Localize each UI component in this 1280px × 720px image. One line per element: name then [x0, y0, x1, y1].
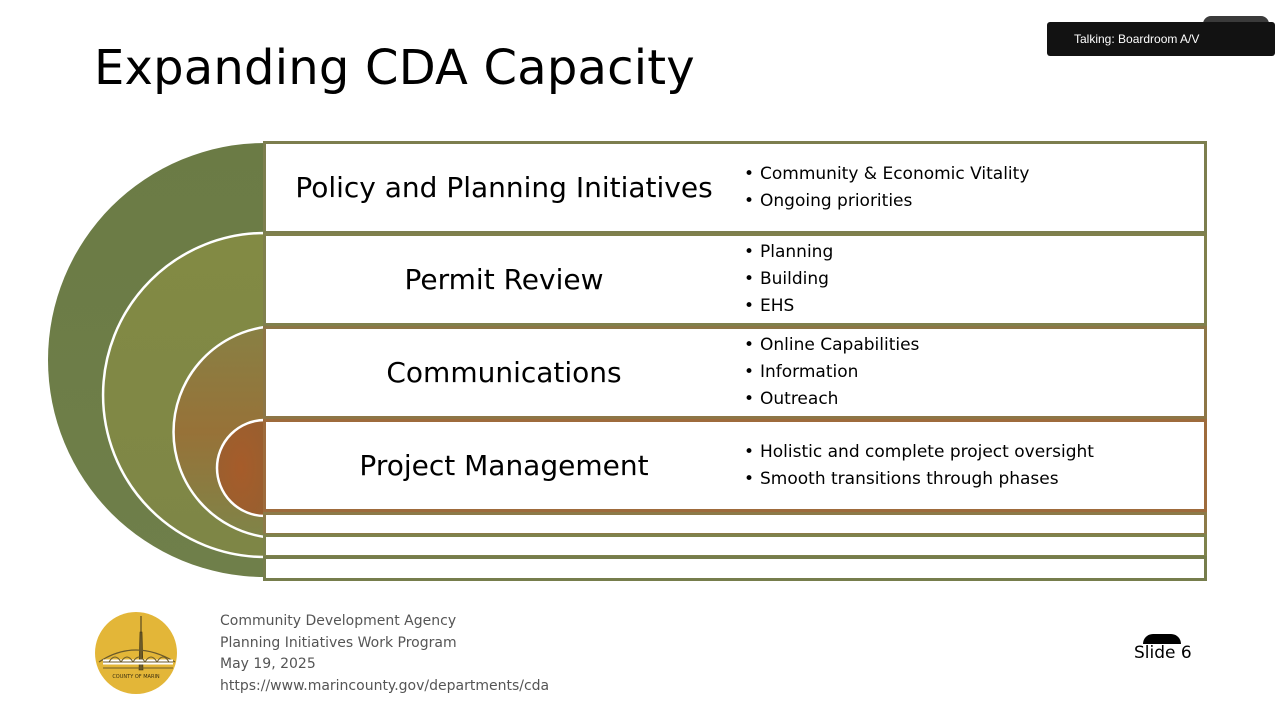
- footer-url: https://www.marincounty.gov/departments/cda: [220, 677, 550, 694]
- footer-info: [220, 611, 549, 697]
- row-label: Policy and Planning Initiatives: [295, 171, 713, 204]
- bullet-item: • Outreach: [744, 386, 919, 413]
- footer-program: Planning Initiatives Work Program: [220, 634, 457, 651]
- row-permit-review: [263, 233, 1207, 326]
- slide-title: Expanding CDA Capacity: [94, 40, 695, 96]
- bullet-item: • EHS: [744, 293, 833, 320]
- county-of-marin-logo: [95, 612, 177, 694]
- bullet-item: • Online Capabilities: [744, 332, 919, 359]
- row-label: Communications: [386, 356, 622, 389]
- bullet-item: • Ongoing priorities: [744, 188, 1029, 215]
- svg-text:COUNTY OF MARIN: COUNTY OF MARIN: [112, 674, 160, 680]
- bullet-item: • Holistic and complete project oversight: [744, 439, 1094, 466]
- bullet-item: • Planning: [744, 239, 833, 266]
- talking-indicator: Talking: Boardroom A/V: [1047, 22, 1275, 56]
- bullet-item: • Information: [744, 359, 919, 386]
- bullet-item: • Smooth transitions through phases: [744, 466, 1094, 493]
- bullet-item: • Building: [744, 266, 833, 293]
- row-bullets: [744, 236, 833, 323]
- footer-agency: Community Development Agency: [220, 613, 457, 629]
- row-policy-planning: [263, 141, 1207, 234]
- row-bullets: [744, 144, 1029, 231]
- bullet-item: • Community & Economic Vitality: [744, 161, 1029, 188]
- row-label: Project Management: [359, 449, 649, 482]
- slide-number: Slide 6: [1134, 643, 1192, 663]
- row-bullets: [744, 329, 919, 416]
- row-empty-band: [263, 512, 1207, 536]
- row-project-management: [263, 419, 1207, 512]
- row-label: Permit Review: [404, 263, 604, 296]
- row-communications: [263, 326, 1207, 419]
- row-empty-band: [263, 556, 1207, 581]
- row-bullets: [744, 422, 1094, 509]
- row-empty-band: [263, 534, 1207, 558]
- footer-date: May 19, 2025: [220, 656, 316, 672]
